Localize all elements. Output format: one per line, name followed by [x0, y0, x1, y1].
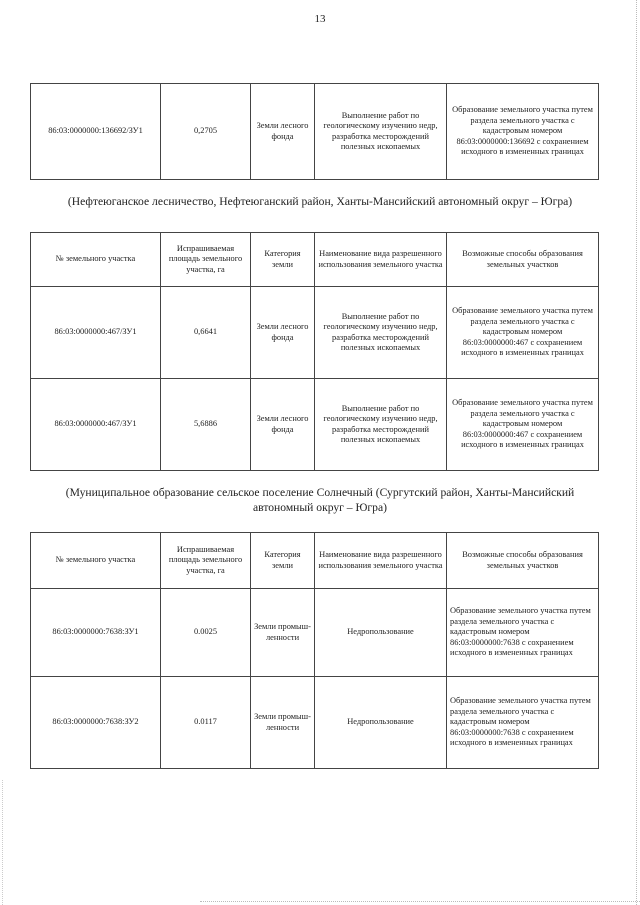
- table-continuation: [30, 83, 599, 180]
- cell-land-category: Земли лесного фонда: [251, 287, 315, 379]
- section-heading: (Муниципальное образование сельское поселение Солнечный (Сургутский район, Ханты-Мансийский автономный округ – Югра): [65, 486, 575, 514]
- header-area: Испрашиваемая площадь земельного участка, га: [161, 233, 251, 287]
- cell-permitted-use: Недропользование: [315, 589, 447, 677]
- cell-land-category: Земли промыш-ленности: [251, 589, 315, 677]
- cell-area: 0.0117: [161, 677, 251, 769]
- header-area: Испрашиваемая площадь земельного участка, га: [161, 533, 251, 589]
- section-heading: (Нефтеюганское лесничество, Нефтеюганский район, Ханты-Мансийский автономный округ – Югра): [67, 195, 573, 208]
- scan-edge-left: [2, 780, 4, 905]
- table-solnechny: [30, 532, 599, 769]
- cell-formation-method: Образование земельного участка путем раздела земельного участка с кадастровым номером 86:03:0000000:136692 с сохранением исходного в измененных границах: [447, 84, 599, 180]
- table-row: [31, 84, 599, 180]
- cell-parcel-number: 86:03:0000000:467/ЗУ1: [31, 379, 161, 471]
- header-formation-method: Возможные способы образования земельных участков: [447, 533, 599, 589]
- cell-permitted-use: Выполнение работ по геологическому изучению недр, разработка месторождений полезных ископаемых: [315, 287, 447, 379]
- cell-formation-method: Образование земельного участка путем раздела земельного участка с кадастровым номером 86:03:0000000:467 с сохранением исходного в измененных границах: [447, 379, 599, 471]
- cell-formation-method: Образование земельного участка путем раздела земельного участка с кадастровым номером 86:03:0000000:467 с сохранением исходного в измененных границах: [447, 287, 599, 379]
- cell-land-category: Земли лесного фонда: [251, 379, 315, 471]
- header-land-category: Категория земли: [251, 233, 315, 287]
- table-row: [31, 287, 599, 379]
- cell-land-category: Земли промыш-ленности: [251, 677, 315, 769]
- cell-area: 0,2705: [161, 84, 251, 180]
- header-formation-method: Возможные способы образования земельных участков: [447, 233, 599, 287]
- table-header-row: [31, 233, 599, 287]
- cell-area: 0,6641: [161, 287, 251, 379]
- table-row: [31, 677, 599, 769]
- cell-formation-method: Образование земельного участка путем раздела земельного участка с кадастровым номером 86:03:0000000:7638 с сохранением исходного в измененных границах: [447, 589, 599, 677]
- cell-permitted-use: Выполнение работ по геологическому изучению недр, разработка месторождений полезных ископаемых: [315, 84, 447, 180]
- cell-area: 5,6886: [161, 379, 251, 471]
- cell-permitted-use: Выполнение работ по геологическому изучению недр, разработка месторождений полезных ископаемых: [315, 379, 447, 471]
- table-neftеyugansk: [30, 232, 599, 471]
- table-row: [31, 589, 599, 677]
- cell-parcel-number: 86:03:0000000:136692/ЗУ1: [31, 84, 161, 180]
- header-permitted-use: Наименование вида разрешенного использования земельного участка: [315, 533, 447, 589]
- cell-parcel-number: 86:03:0000000:7638:ЗУ1: [31, 589, 161, 677]
- cell-land-category: Земли лесного фонда: [251, 84, 315, 180]
- header-land-category: Категория земли: [251, 533, 315, 589]
- scan-edge-bottom: [200, 901, 640, 903]
- table-header-row: [31, 533, 599, 589]
- cell-formation-method: Образование земельного участка путем раздела земельного участка с кадастровым номером 86:03:0000000:7638 с сохранением исходного в измененных границах: [447, 677, 599, 769]
- page-number: 13: [314, 13, 326, 25]
- header-parcel-number: № земельного участка: [31, 233, 161, 287]
- cell-parcel-number: 86:03:0000000:467/ЗУ1: [31, 287, 161, 379]
- table-row: [31, 379, 599, 471]
- header-parcel-number: № земельного участка: [31, 533, 161, 589]
- cell-area: 0.0025: [161, 589, 251, 677]
- cell-parcel-number: 86:03:0000000:7638:ЗУ2: [31, 677, 161, 769]
- scan-edge-right: [636, 0, 638, 905]
- header-permitted-use: Наименование вида разрешенного использования земельного участка: [315, 233, 447, 287]
- cell-permitted-use: Недропользование: [315, 677, 447, 769]
